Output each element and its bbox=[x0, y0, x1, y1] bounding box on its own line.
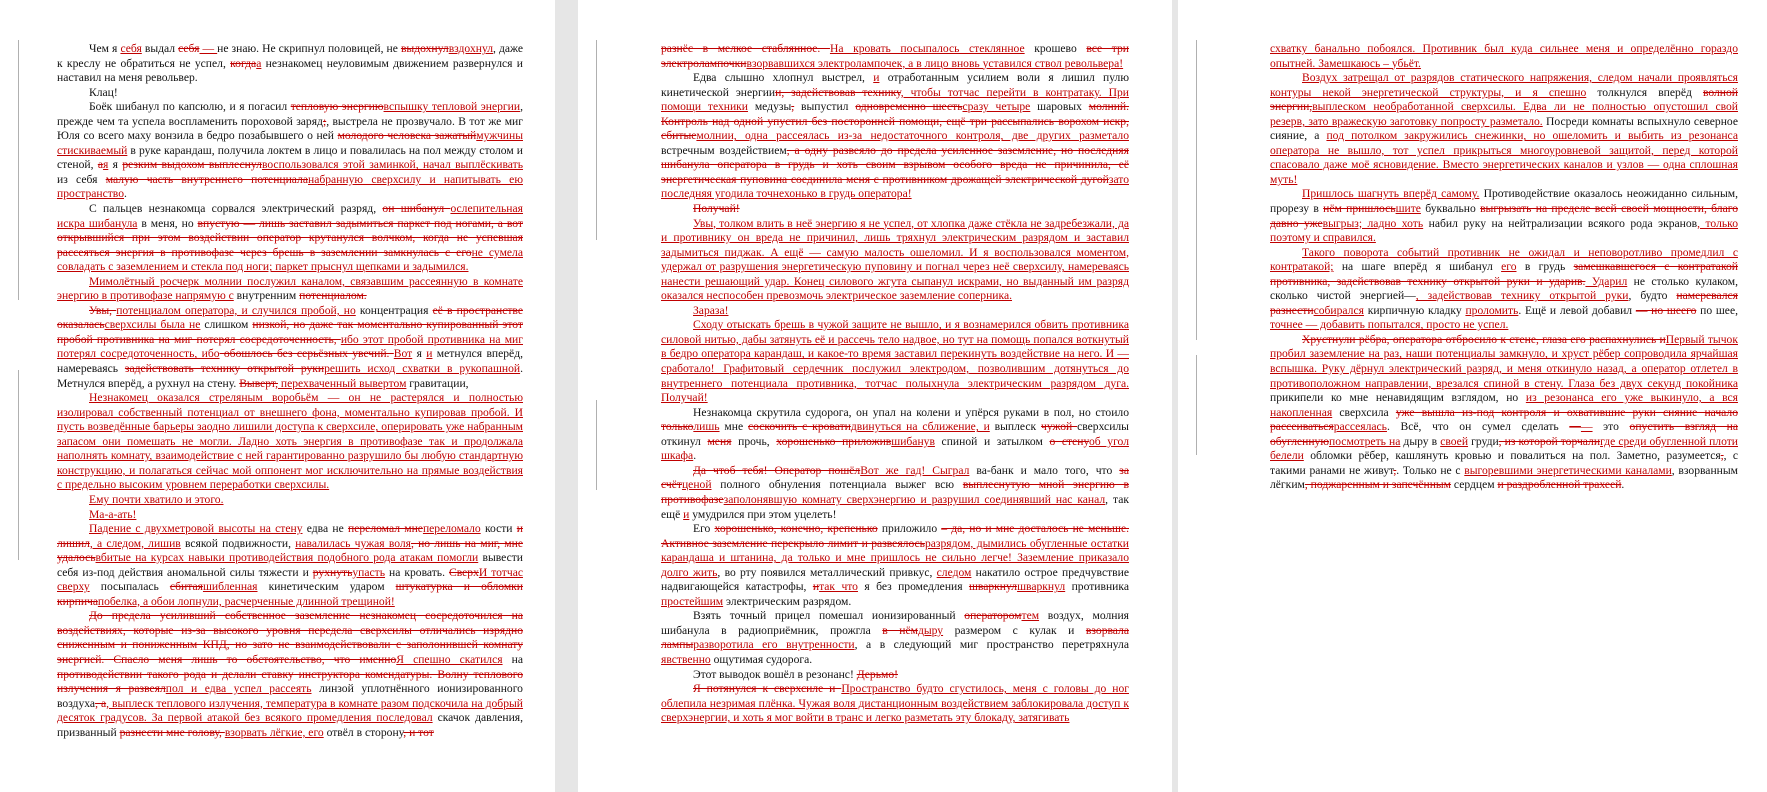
deleted-text: хорошенько, конечно, крепенько bbox=[714, 522, 878, 536]
text-run: прикипели ко мне ненавидящим взглядом, но bbox=[1270, 391, 1526, 405]
text-run: отвёл в сторону bbox=[323, 725, 404, 739]
inserted-text: схватку банально побоялся. Противник был куда сильнее меня и определённо гораздо опытней. Замешкаюсь – убьёт. bbox=[1270, 42, 1738, 70]
deleted-text: все три электролампочки bbox=[661, 42, 1130, 70]
deleted-text: лишь на миг, мне удалось bbox=[57, 536, 523, 565]
text-run: выдал bbox=[141, 42, 179, 55]
deleted-text: Да чтоб тебя! Оператор пошёл bbox=[693, 463, 861, 477]
deleted-text: противодействии такого рода и делали ставку инструктора комендатуры. Волну теплового излучения я развеял bbox=[57, 667, 523, 696]
inserted-text: Зараза! bbox=[693, 303, 729, 317]
text-run: встречным воздействием bbox=[661, 143, 787, 157]
deleted-text: соскочить с кровати bbox=[747, 420, 851, 434]
deleted-text: разнести мне голову, bbox=[119, 725, 225, 739]
deleted-text: и раздробленной трахеей bbox=[1497, 478, 1622, 492]
paragraph bbox=[1270, 42, 1738, 71]
text-run: Его bbox=[693, 522, 715, 536]
inserted-text: Пространство будто сгустилось, меня с головы до ног облепила незримая плёнка. Чужая воля дистанционным воздействием заблокировала доступ к сверхэнергии, и хоть я мог войти в транс и легко разметать эту блокаду, затягивать bbox=[661, 682, 1129, 725]
deleted-text: а bbox=[97, 158, 103, 172]
inserted-text: набранную сверхсилу и напитывать ею пространство bbox=[57, 172, 523, 201]
inserted-text: Увы, толком влить в неё энергию я не успел, от хлопка даже стёкла не задребезжали, да и противнику он вреда не причинил, лишь тряхнул электрическим разрядом и заставил задымиться пиджак. А ещё — самую малость ошеломил. И я воспользовался моментом, удержал от разрушения энергетическую пуповину и погнал через неё сверхсилу, намереваясь нанести решающий удар. Конец силового жгута сыпанул искрами, но выданный им разряд оказался неспособен превозмочь электрическое заземление соперника. bbox=[661, 216, 1129, 303]
deleted-text: Хрустнули рёбра, оператора отбросило к стене, глаза его распахнулись и bbox=[1302, 332, 1666, 346]
deleted-text: молодого человека зажатый bbox=[337, 129, 477, 143]
deleted-text: волной энергии, bbox=[1270, 85, 1738, 114]
text-run: по шее, bbox=[1696, 303, 1738, 317]
inserted-text: его bbox=[1501, 260, 1517, 274]
inserted-text: мужчины стискиваемый bbox=[57, 129, 523, 157]
text-run: шаровых bbox=[1030, 100, 1089, 114]
inserted-text: Такого поворота событий противник не ожидал и неповоротливо промедлил с контратакой; bbox=[1270, 245, 1738, 274]
paragraph bbox=[57, 42, 523, 86]
text-run: я bbox=[108, 158, 123, 172]
deleted-text: себя bbox=[178, 42, 200, 55]
text-run: умудрился при этом уцелеть! bbox=[689, 507, 837, 521]
inserted-text: проломить bbox=[1465, 303, 1519, 317]
inserted-text: лишь bbox=[693, 420, 720, 434]
paragraph bbox=[1270, 187, 1738, 245]
inserted-text: вздохнул bbox=[448, 42, 494, 55]
text-run: в меня, но bbox=[137, 216, 198, 230]
deleted-text: её в пространстве оказалась bbox=[57, 303, 523, 332]
inserted-text: своей bbox=[1440, 434, 1469, 448]
paragraph bbox=[57, 86, 523, 101]
text-run: воздух, молния шибанула в радиоприёмник, прожгла bbox=[661, 609, 1129, 637]
text-run: груди bbox=[1468, 434, 1499, 448]
text-run: буквально bbox=[1420, 202, 1481, 216]
inserted-text: и bbox=[873, 71, 880, 85]
text-run: медузы bbox=[748, 100, 792, 114]
inserted-text: разворотила его внутренности bbox=[693, 638, 855, 652]
deleted-text: за счёт bbox=[661, 463, 1129, 492]
inserted-text: Незнакомец оказался стреляным воробьём — он не растерялся и полностью изолировал собственный потенциал от внешнего фона, моментально купировав пробой. И пусть возведённые барьеры заодно лишили доступа к сверхсиле, оперировать уже набранным запасом они помешать не могли. Ладно хоть энергия в противофазе так и продолжала наполнять комнату, взаимодействие с ней гарантированно разрушило бы любую стандартную конструкцию, и полагаться сейчас мой оппонент мог исключительно на прямые воздействия с предельно высоким уровнем переработки сверхсилы. bbox=[57, 391, 523, 492]
deleted-text: впустую — лишь заставил задымиться паркет под ногами, а вот открывшийся при этом воздействии оператор крутанулся волчком, когда не успевшая рассеяться энергия в противофазе через брешь в заземлении замкнулась с его bbox=[57, 216, 523, 259]
inserted-text: — bbox=[199, 42, 218, 55]
paragraph bbox=[661, 202, 1129, 217]
paragraph bbox=[1270, 246, 1738, 333]
inserted-text: и bbox=[683, 507, 690, 521]
deleted-text: замешкавшегося с контратакой противника, задействовав технику открытой руки и ударив. bbox=[1270, 260, 1738, 288]
inserted-text: Ему почти хватило и этого. bbox=[89, 492, 224, 506]
paragraph bbox=[57, 202, 523, 275]
inserted-text: Первый тычок пробил заземление на раз, наши потенциалы замкнуло, и хруст рёбер сопроводила ярчайшая вспышка. Руку дёрнул электрический разряд, и меня откинуло назад, а оператор отлетел в противоположном направлении, врезался спиной в стену. Глаза без двух секунд покойника bbox=[1270, 332, 1738, 390]
deleted-text: задействовать технику открытой руки bbox=[124, 362, 325, 376]
paragraph bbox=[661, 668, 1129, 683]
text-run: в грудь bbox=[1516, 260, 1574, 274]
deleted-text: резким выдохом выплеснул bbox=[122, 158, 262, 172]
text-run: Клац! bbox=[89, 85, 118, 99]
change-bar bbox=[1196, 355, 1197, 455]
paragraph bbox=[661, 464, 1129, 522]
text-run: электрическим разрядом. bbox=[723, 594, 852, 608]
text-run: противника bbox=[1065, 580, 1129, 594]
inserted-text: воспользовался этой заминкой, начал выплёскивать bbox=[261, 158, 523, 172]
inserted-text: переломало bbox=[422, 522, 481, 536]
paragraph bbox=[1270, 71, 1738, 187]
inserted-text: следом bbox=[936, 565, 972, 579]
text-run: едва не bbox=[302, 522, 349, 536]
inserted-text: Вот же гад! Сыграл bbox=[860, 463, 970, 477]
text-run: не знаю. Не скрипнул половицей, не bbox=[217, 42, 401, 55]
text-run: линзой уплотнённого ионизированного воздуха bbox=[57, 682, 523, 710]
inserted-text: Ударил bbox=[1585, 274, 1628, 288]
deleted-text: штукатурка и обломки кирпича bbox=[57, 580, 524, 608]
paragraph bbox=[661, 304, 1129, 319]
inserted-text: разрядом, дымились обугленные остатки карандаша и штанина, да только и мне пришлось не сильно легче! Заземление приказало долго жить bbox=[661, 536, 1129, 579]
inserted-text: из резонанса его уже выкинуло, а вся накопленная bbox=[1270, 391, 1738, 419]
text-run: мне bbox=[719, 420, 748, 434]
text-run: метнулся вперёд, намереваясь bbox=[57, 347, 524, 376]
text-run: , будто bbox=[1628, 289, 1677, 303]
text-run: . bbox=[124, 187, 127, 201]
deleted-text: Дерьмо! bbox=[856, 667, 898, 681]
paragraph bbox=[661, 217, 1129, 304]
inserted-text: простейшим bbox=[661, 594, 724, 608]
deleted-text: сбитая bbox=[169, 580, 203, 594]
inserted-text: Сходу отыскать брешь в чужой защите не вышло, и я вознамерился обвить противника силовой нитью, дабы затянуть её и рассечь тело надвое, но тут на помощь попался воткнутый в бедро оператора карандаш, и какое-то время заставил перекинуть воздействие на него. И — сработало! Графитовый сердечник послужил электродом, позволившим дотянуться до внутреннего потенциала противника, тотчас полыхнула электрическим разрядом дуга. Получай! bbox=[661, 318, 1129, 405]
paragraph bbox=[57, 275, 523, 304]
text-run: отработанным усилием воли я лишил пулю кинетической энергии bbox=[661, 71, 1130, 99]
text-run: я bbox=[412, 347, 427, 361]
paragraph bbox=[1270, 333, 1738, 493]
inserted-text: И тотчас сверху bbox=[57, 565, 523, 594]
text-run: на шаге вперёд я шибанул bbox=[1333, 260, 1502, 274]
paragraph bbox=[57, 609, 523, 740]
paragraph bbox=[57, 304, 523, 391]
paragraph bbox=[661, 42, 1129, 71]
inserted-text: заполонявшую комнату сверхэнергию и разрушил соединявший нас канал bbox=[723, 492, 1106, 506]
paragraph bbox=[661, 609, 1129, 667]
deleted-text: шваркнул bbox=[968, 580, 1018, 594]
inserted-text: посмотреть на bbox=[1329, 434, 1401, 448]
paragraph bbox=[57, 100, 523, 202]
paragraph bbox=[661, 71, 1129, 202]
deleted-text: выплеснутую мной энергию в противофазе bbox=[661, 478, 1129, 506]
deleted-text: Сверх bbox=[448, 565, 479, 579]
text-run: , так ещё bbox=[661, 492, 1129, 521]
inserted-text: побелка, а обои лопнули, расчерченные длинной трещиной! bbox=[97, 594, 395, 608]
inserted-text: двинуться на сближение, и bbox=[850, 420, 990, 434]
text-run: выплеск bbox=[989, 420, 1042, 434]
inserted-text: пол и едва успел рассеять bbox=[165, 682, 312, 696]
deleted-text: малую часть внутреннего потенциала bbox=[105, 172, 308, 186]
deleted-text: Выверт, bbox=[239, 376, 278, 390]
text-run: . bbox=[1621, 478, 1625, 492]
text-run: Противодействие оказалось неожиданно сильным, прорезу в bbox=[1270, 187, 1738, 216]
document-page-3 bbox=[1178, 0, 1767, 792]
deleted-text: выгрызать на пределе всей своей мощности, благо давно уже bbox=[1270, 202, 1738, 230]
inserted-text: ибо этот пробой противника на миг потерял сосредоточенность, ибо bbox=[57, 332, 523, 361]
inserted-text: выгрыз; ладно хоть bbox=[1322, 216, 1424, 230]
text-run: кости bbox=[480, 522, 517, 536]
deleted-text: и лишил bbox=[57, 522, 523, 550]
text-run: спиной и затылком bbox=[934, 434, 1050, 448]
paragraph bbox=[57, 508, 523, 523]
inserted-text: рассеялась bbox=[1333, 420, 1387, 434]
deleted-text: нём пришлось bbox=[1323, 202, 1396, 216]
deleted-text: До предела усиливший собственное заземление незнакомец сосредоточился на воздействиях, которые из-за высокого уровня передела сверхсилы отличались изрядно сниженным и пониженным КПД, но зато не взаимодействовали с заполонившей комнату энергией. Спасло меня лишь то обстоятельство, что именно bbox=[57, 609, 523, 666]
text-run: приложило bbox=[877, 522, 942, 536]
deleted-text: , и тот bbox=[403, 725, 434, 739]
text-run: Едва слышно хлопнул выстрел, bbox=[693, 71, 874, 85]
deleted-text: меня bbox=[707, 434, 732, 448]
deleted-text: , bbox=[1720, 449, 1724, 463]
change-bar bbox=[1196, 40, 1197, 340]
deleted-text: о стену bbox=[1049, 434, 1089, 448]
inserted-text: Воздух затрещал от разрядов статического напряжения, следом начали проявляться контуры некой энергетической структуры, и я спешно bbox=[1270, 71, 1738, 99]
inserted-text: а bbox=[256, 56, 262, 70]
deleted-text: тепловую энергию bbox=[290, 100, 384, 114]
deleted-text: , bbox=[1393, 463, 1397, 477]
inserted-text: я bbox=[102, 158, 109, 172]
text-run: кирпичную кладку bbox=[1363, 303, 1466, 317]
inserted-text: , выплеск теплового излучения, температура в комнате разом подскочила на добрый десяток градусов. За первой атакой без всякого промедления последовал bbox=[57, 696, 524, 725]
text-run: Посреди комнаты вспыхнуло северное сияние, а bbox=[1270, 114, 1738, 143]
text-run: я без промедления bbox=[857, 580, 969, 594]
inserted-text: так что bbox=[819, 580, 858, 594]
text-run: гравитации, bbox=[406, 376, 469, 390]
paragraph bbox=[661, 318, 1129, 405]
document-page-2 bbox=[578, 0, 1172, 792]
text-run: . bbox=[693, 449, 697, 463]
text-run: , а в следующий миг пространство перетряхнула bbox=[854, 638, 1129, 652]
inserted-text: Ма-а-ать! bbox=[89, 507, 137, 521]
deleted-text: и, задействовав технику bbox=[775, 85, 901, 99]
deleted-text: одновременно шесть bbox=[855, 100, 963, 114]
inserted-text: вбитые на курсах навыки противодействия подобного рода атакам помогли bbox=[95, 551, 479, 565]
inserted-text: , а следом, лишив bbox=[89, 536, 181, 550]
text-run: вывести себя из-под действия аномальной силы тяжести и bbox=[57, 551, 523, 579]
text-run: скачок давления, призванный bbox=[57, 711, 524, 739]
text-run: слишком bbox=[200, 318, 253, 332]
inserted-text: шибленная bbox=[202, 580, 258, 594]
paragraph bbox=[57, 493, 523, 508]
deleted-text: ; bbox=[322, 114, 327, 128]
inserted-text: не сумела совладать с заземлением и стекла под ноги; паркет прыснул щепками и задымился. bbox=[57, 245, 523, 274]
inserted-text: зато последняя угодила точнехонько в грудь оператора! bbox=[661, 172, 1129, 201]
text-run: . Всё, что он сумел сделать bbox=[1386, 420, 1570, 434]
inserted-text: , только поэтому и справился. bbox=[1270, 216, 1738, 245]
inserted-text: шваркнул bbox=[1017, 580, 1066, 594]
change-bar bbox=[18, 370, 19, 560]
paragraph bbox=[57, 522, 523, 609]
text-run: не столько кулаком, сколько чистой энергией— bbox=[1270, 274, 1738, 303]
inserted-text: потенциалом оператора, и случился пробой, но bbox=[116, 303, 356, 317]
deleted-text: намеревался разнести bbox=[1270, 289, 1739, 317]
deleted-text: – да, но и мне досталось не меньше. Активное заземление перекрыло лимит и развеялось bbox=[661, 522, 1130, 550]
deleted-text: выдохнул bbox=[400, 42, 449, 55]
inserted-text: и bbox=[426, 347, 433, 361]
deleted-text: переломал мне bbox=[348, 522, 423, 536]
deleted-text: , из которой торчали bbox=[1498, 434, 1601, 448]
text-run: полного обнуления потенциала выжег всю bbox=[711, 478, 963, 492]
text-run: С пальцев незнакомца сорвался электрический разряд, bbox=[89, 202, 383, 216]
paragraph bbox=[661, 682, 1129, 726]
deleted-text: потенциалом. bbox=[299, 289, 367, 303]
inserted-text: Я спешно скатился bbox=[396, 652, 503, 666]
inserted-text: ослепительная искра шибанула bbox=[57, 202, 523, 230]
text-run: внутренним bbox=[233, 289, 300, 303]
text-run: кинетическим ударом bbox=[257, 580, 396, 594]
deleted-text: и bbox=[812, 580, 820, 594]
inserted-text: вспышку тепловой энергии bbox=[383, 100, 521, 114]
text-run: , даже к креслу не обратиться не успел, bbox=[57, 42, 523, 70]
deleted-text: , а bbox=[95, 696, 107, 710]
deleted-text: , bbox=[791, 100, 795, 114]
inserted-text: сверхсилы была не bbox=[104, 318, 201, 332]
text-run: , во рту появился металлический привкус, bbox=[717, 565, 937, 579]
text-run: дыру в bbox=[1400, 434, 1441, 448]
inserted-text: шибанув bbox=[891, 434, 935, 448]
deleted-text: , поджаренным и запечённым bbox=[1304, 478, 1452, 492]
text-run: , взорванным лёгким bbox=[1270, 463, 1738, 492]
inserted-text: где среди обугленной плоти белели bbox=[1270, 434, 1738, 463]
change-bar bbox=[596, 400, 597, 490]
text-run: выпустил bbox=[794, 100, 856, 114]
text-run: , прежде чем та успела воспламенить пороховой заряд bbox=[57, 100, 523, 128]
text-run: всякой подвижности, bbox=[180, 536, 296, 550]
deleted-text: взорвала лампы bbox=[661, 623, 1129, 652]
inserted-text: себя bbox=[120, 42, 142, 55]
inserted-text: , задействовав технику открытой руки bbox=[1415, 289, 1629, 303]
inserted-text: явственно bbox=[661, 652, 711, 666]
inserted-text: решить исход схватки в рукопашной bbox=[324, 362, 521, 376]
change-bar bbox=[596, 40, 597, 240]
text-run: концентрация bbox=[355, 303, 433, 317]
deleted-text: — bbox=[1569, 420, 1581, 434]
deleted-text: — но шеего bbox=[1635, 303, 1697, 317]
text-run: на кровать. bbox=[385, 565, 449, 579]
page-text[interactable] bbox=[661, 42, 1129, 726]
page-text[interactable] bbox=[57, 42, 523, 740]
text-run: Чем я bbox=[89, 42, 121, 55]
inserted-text: Мимолётный росчерк молнии послужил каналом, связавшим рассеянную в комнате энергию в противофазе напрямую с bbox=[57, 274, 523, 303]
inserted-text: , чтобы тотчас перейти в контратаку. При помощи техники bbox=[661, 85, 1129, 114]
text-run: Взять точный прицел помешал ионизированный bbox=[693, 609, 965, 623]
deleted-text: когда bbox=[230, 56, 257, 70]
deleted-text: , а одну развеяло до предела усиленное заземление, но последняя шибанула оператора в грудь и хоть своим взрывом особого вреда не причинила, её энергетическая пуповина соединила меня с противником дрожащей электрической дугой bbox=[661, 143, 1129, 186]
change-bar bbox=[18, 40, 19, 300]
paragraph bbox=[661, 522, 1129, 609]
inserted-text: собирался bbox=[1313, 303, 1364, 317]
inserted-text: шите bbox=[1395, 202, 1421, 216]
deleted-text: только bbox=[661, 420, 694, 434]
inserted-text: молнии, одна рассеялась из-за недостаточного контроля, две других разметало bbox=[696, 129, 1129, 143]
text-run: сверхсила bbox=[1332, 405, 1396, 419]
text-run: ва-банк и мало того, что bbox=[969, 463, 1120, 477]
deleted-text: он шибанул bbox=[382, 202, 451, 216]
inserted-text: точнее — добавить попытался, просто не успел. bbox=[1270, 318, 1509, 332]
text-run: крошево bbox=[1024, 42, 1087, 55]
text-run: сверхсилы откинул bbox=[661, 420, 1129, 448]
inserted-text: Вот bbox=[393, 347, 413, 361]
deleted-text: низкой, но даже так моментально купированный этот пробой противника на миг потерял сосредоточенность, bbox=[57, 318, 523, 346]
text-run: , с такими ранами не живут bbox=[1270, 449, 1738, 477]
document-page-1 bbox=[0, 0, 555, 792]
inserted-text: тем bbox=[1021, 609, 1040, 623]
text-run: это bbox=[1592, 420, 1630, 434]
deleted-text: в нём bbox=[882, 623, 918, 637]
inserted-text: На кровать посыпалось стеклянное bbox=[829, 42, 1025, 55]
text-run: размером с кулак и bbox=[943, 623, 1086, 637]
text-run: накатило острое предчувствие надвигающейся катастрофы, bbox=[661, 565, 1129, 594]
deleted-text: рухнуть bbox=[312, 565, 353, 579]
text-run: прочь, bbox=[731, 434, 777, 448]
inserted-text: выплеском необработанной сверхсилы. Едва ли не полностью опустошил свой резерв, зато вражескую заготовку попросту разметало. bbox=[1270, 100, 1738, 128]
deleted-text: молний. Контроль над одной упустил без посторонней помощи, ещё три рассыпались ворохом искр, сбитые bbox=[661, 100, 1130, 143]
paragraph bbox=[661, 406, 1129, 464]
deleted-text: оператором bbox=[964, 609, 1022, 623]
deleted-text: чужой bbox=[1041, 420, 1078, 434]
inserted-text: Падение с двухметровой высоты на стену bbox=[89, 522, 303, 536]
inserted-text: ценой bbox=[681, 478, 712, 492]
deleted-text: обошлось без серьёзных увечий. bbox=[219, 347, 394, 361]
text-run: незнакомец неуловимым движением развернулся и наставил на меня револьвер. bbox=[57, 56, 523, 85]
inserted-text: дыру bbox=[917, 623, 944, 637]
inserted-text: взорвать лёгкие, его bbox=[224, 725, 324, 739]
text-run: из себя bbox=[57, 172, 106, 186]
deleted-text: хорошенько приложив bbox=[776, 434, 892, 448]
deleted-text: разнёс в мелкое стаблянное. bbox=[661, 42, 830, 55]
deleted-text: Получай! bbox=[693, 202, 740, 216]
inserted-text: выгоревшими энергетическими каналами bbox=[1464, 463, 1672, 477]
text-run: в руке карандаш, получила локтем в лицо и повалилась на пол между столом и стеной, bbox=[57, 143, 523, 172]
text-run: , выстрела не прозвучало. В тот же миг Юля со всего маху вонзила в бедро позабывшего о ней bbox=[57, 114, 524, 143]
inserted-text: об угол шкафа bbox=[661, 434, 1129, 463]
paragraph bbox=[57, 391, 523, 493]
deleted-text: опустить взгляд на обугленную bbox=[1270, 420, 1738, 448]
deleted-text: , но bbox=[410, 536, 435, 550]
inserted-text: под потолком закружились снежинки, но ошеломить и выбить из резонанса оператора не вышло, тот успел прикрыться многоуровневой защитой, перед которой спасовало даже моё ясновидение. Вместо энергетических каналов и узлов — одна сплошная муть! bbox=[1270, 129, 1738, 186]
inserted-text: — bbox=[1580, 420, 1593, 434]
text-run: Этот выводок вошёл в резонанс! bbox=[693, 667, 857, 681]
inserted-text: навалилась чужая воля bbox=[295, 536, 411, 550]
text-run: Незнакомца скрутила судорога, он упал на колени и упёрся руками в пол, но стоило bbox=[693, 405, 1129, 419]
text-run: обломки рёбер, кашлянуть кровью и повалиться на пол. Заметно, разумеется bbox=[1303, 449, 1721, 463]
inserted-text: взорвавшихся электролампочек, а в лицо вновь уставился ствол револьвера! bbox=[746, 56, 1124, 70]
text-run: на bbox=[502, 652, 524, 666]
text-run: толкнулся вперёд bbox=[1586, 85, 1703, 99]
page-text[interactable] bbox=[1270, 42, 1738, 493]
text-run: . Только не с bbox=[1396, 463, 1465, 477]
inserted-text: упасть bbox=[352, 565, 386, 579]
text-run: Боёк шибанул по капсюлю, и я погасил bbox=[89, 100, 291, 114]
inserted-text: перехваченный вывертом bbox=[278, 376, 407, 390]
text-run: набил руку на нейтрализации всякого рода экранов bbox=[1423, 216, 1698, 230]
text-run: посыпалась bbox=[89, 580, 170, 594]
deleted-text: уже вышла из-под контроля и охватившие руки сияние начало рассеиваться bbox=[1270, 405, 1738, 434]
text-run: ощутимая судорога. bbox=[710, 652, 813, 666]
inserted-text: сразу четыре bbox=[962, 100, 1031, 114]
deleted-text: Я потянулся к сверхсиле и bbox=[693, 682, 842, 696]
inserted-text: Пришлось шагнуть вперёд самому. bbox=[1302, 187, 1480, 201]
text-run: сердцем bbox=[1451, 478, 1498, 492]
text-run: . Метнулся вперёд, а рухнул на стену. bbox=[57, 362, 523, 390]
text-run: . Ещё и левой добавил bbox=[1518, 303, 1636, 317]
deleted-text: Увы, bbox=[89, 303, 117, 317]
